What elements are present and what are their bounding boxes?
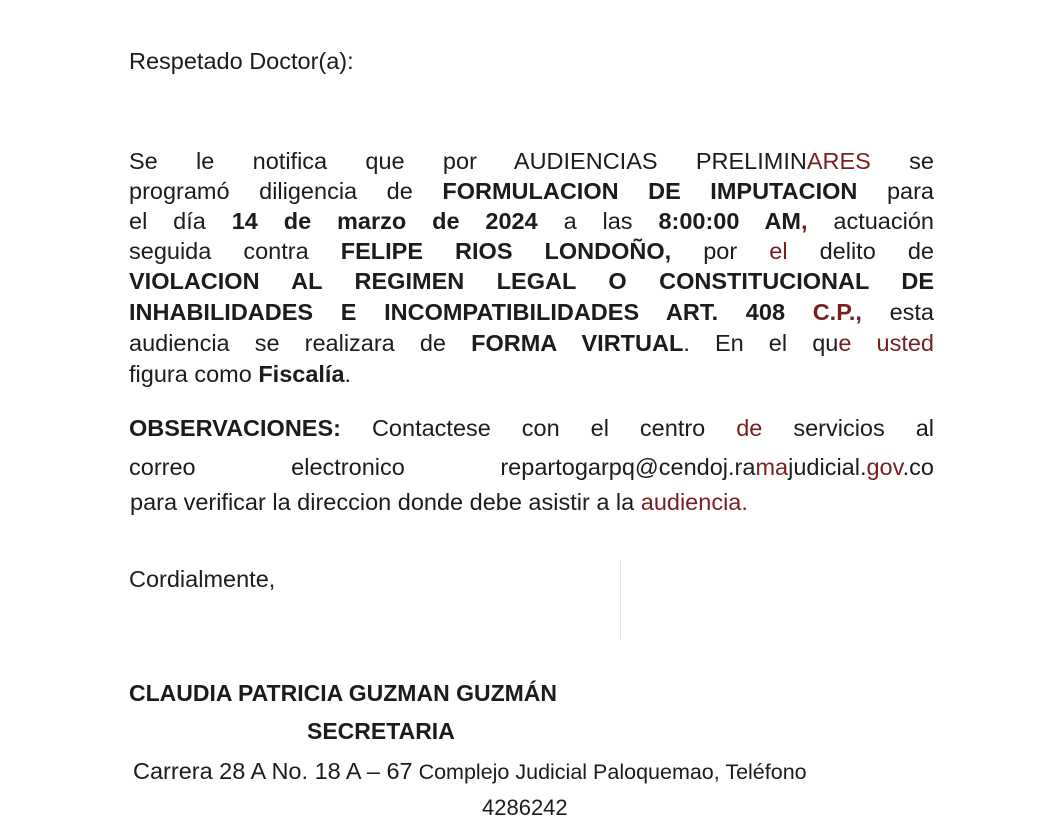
body-text: Se le notifica que por AUDIENCIAS PRELIMIN	[129, 148, 807, 174]
observations-line-2	[129, 452, 934, 482]
email-text: correo electronico repartogarpq@cendoj.ra	[129, 454, 756, 480]
greeting: Respetado Doctor(a):	[129, 48, 354, 74]
email-text: gov	[866, 454, 903, 480]
body-text: el	[769, 238, 788, 264]
body-text: ,	[800, 208, 808, 234]
address-complex: Complejo Judicial Paloquemao, Teléfono	[412, 760, 807, 784]
offense-line-2: INHABILIDADES E INCOMPATIBILIDADES ART. 408	[129, 299, 813, 325]
body-text: figura como	[129, 361, 259, 387]
defendant-name: FELIPE RIOS LONDOÑO,	[340, 238, 672, 264]
body-text: programó diligencia de	[129, 178, 443, 204]
observations-line-3	[130, 487, 748, 517]
email-text: .co	[902, 454, 934, 480]
footer-phone: 4286242	[482, 795, 568, 820]
hearing-date: 14 de marzo de 2024	[231, 208, 538, 234]
offense-code: C.P.,	[812, 299, 862, 325]
body-text: seguida contra	[129, 238, 341, 264]
body-text: para	[857, 178, 934, 204]
observations-line-1	[129, 413, 934, 443]
body-text: audiencia.	[640, 489, 748, 515]
body-text: . En el qu	[683, 330, 839, 356]
role-fiscalia: Fiscalía	[258, 361, 345, 387]
body-text: por	[671, 238, 770, 264]
body-line-2	[129, 176, 934, 206]
email-text: judicial.	[788, 454, 867, 480]
body-text: a las	[537, 208, 659, 234]
body-line-6	[129, 297, 934, 327]
body-text: e usted	[838, 330, 935, 356]
body-line-4	[129, 236, 934, 266]
body-text: para verificar la direccion donde debe asistir a la	[130, 489, 641, 515]
closing: Cordialmente,	[129, 566, 276, 592]
body-text: actuación	[807, 208, 934, 234]
hearing-type: FORMULACION DE IMPUTACION	[442, 178, 858, 204]
body-line-8	[129, 359, 351, 389]
footer-address	[133, 756, 807, 787]
body-text: delito de	[787, 238, 934, 264]
body-text: esta	[861, 299, 934, 325]
hearing-mode: FORMA VIRTUAL	[471, 330, 684, 356]
signer-title: SECRETARIA	[307, 718, 455, 744]
body-text: .	[344, 361, 352, 387]
body-line-3	[129, 206, 934, 236]
offense-line-1: VIOLACION AL REGIMEN LEGAL O CONSTITUCIONAL DE	[129, 268, 934, 294]
body-text: audiencia se realizara de	[129, 330, 472, 356]
body-text: ARES	[806, 148, 871, 174]
address-street: Carrera 28 A No. 18 A – 67	[133, 758, 413, 784]
body-line-7	[129, 328, 934, 358]
body-text: se	[870, 148, 934, 174]
body-text: de	[736, 415, 763, 441]
email-text: ma	[755, 454, 789, 480]
body-line-1	[129, 146, 934, 176]
body-text: Contactese con el centro	[340, 415, 737, 441]
body-text: servicios al	[762, 415, 934, 441]
body-text: el día	[129, 208, 232, 234]
hearing-time: 8:00:00 AM	[658, 208, 801, 234]
signer-name: CLAUDIA PATRICIA GUZMAN GUZMÁN	[129, 680, 558, 706]
observations-label: OBSERVACIONES:	[129, 415, 341, 441]
scan-artifact-line	[620, 560, 621, 640]
